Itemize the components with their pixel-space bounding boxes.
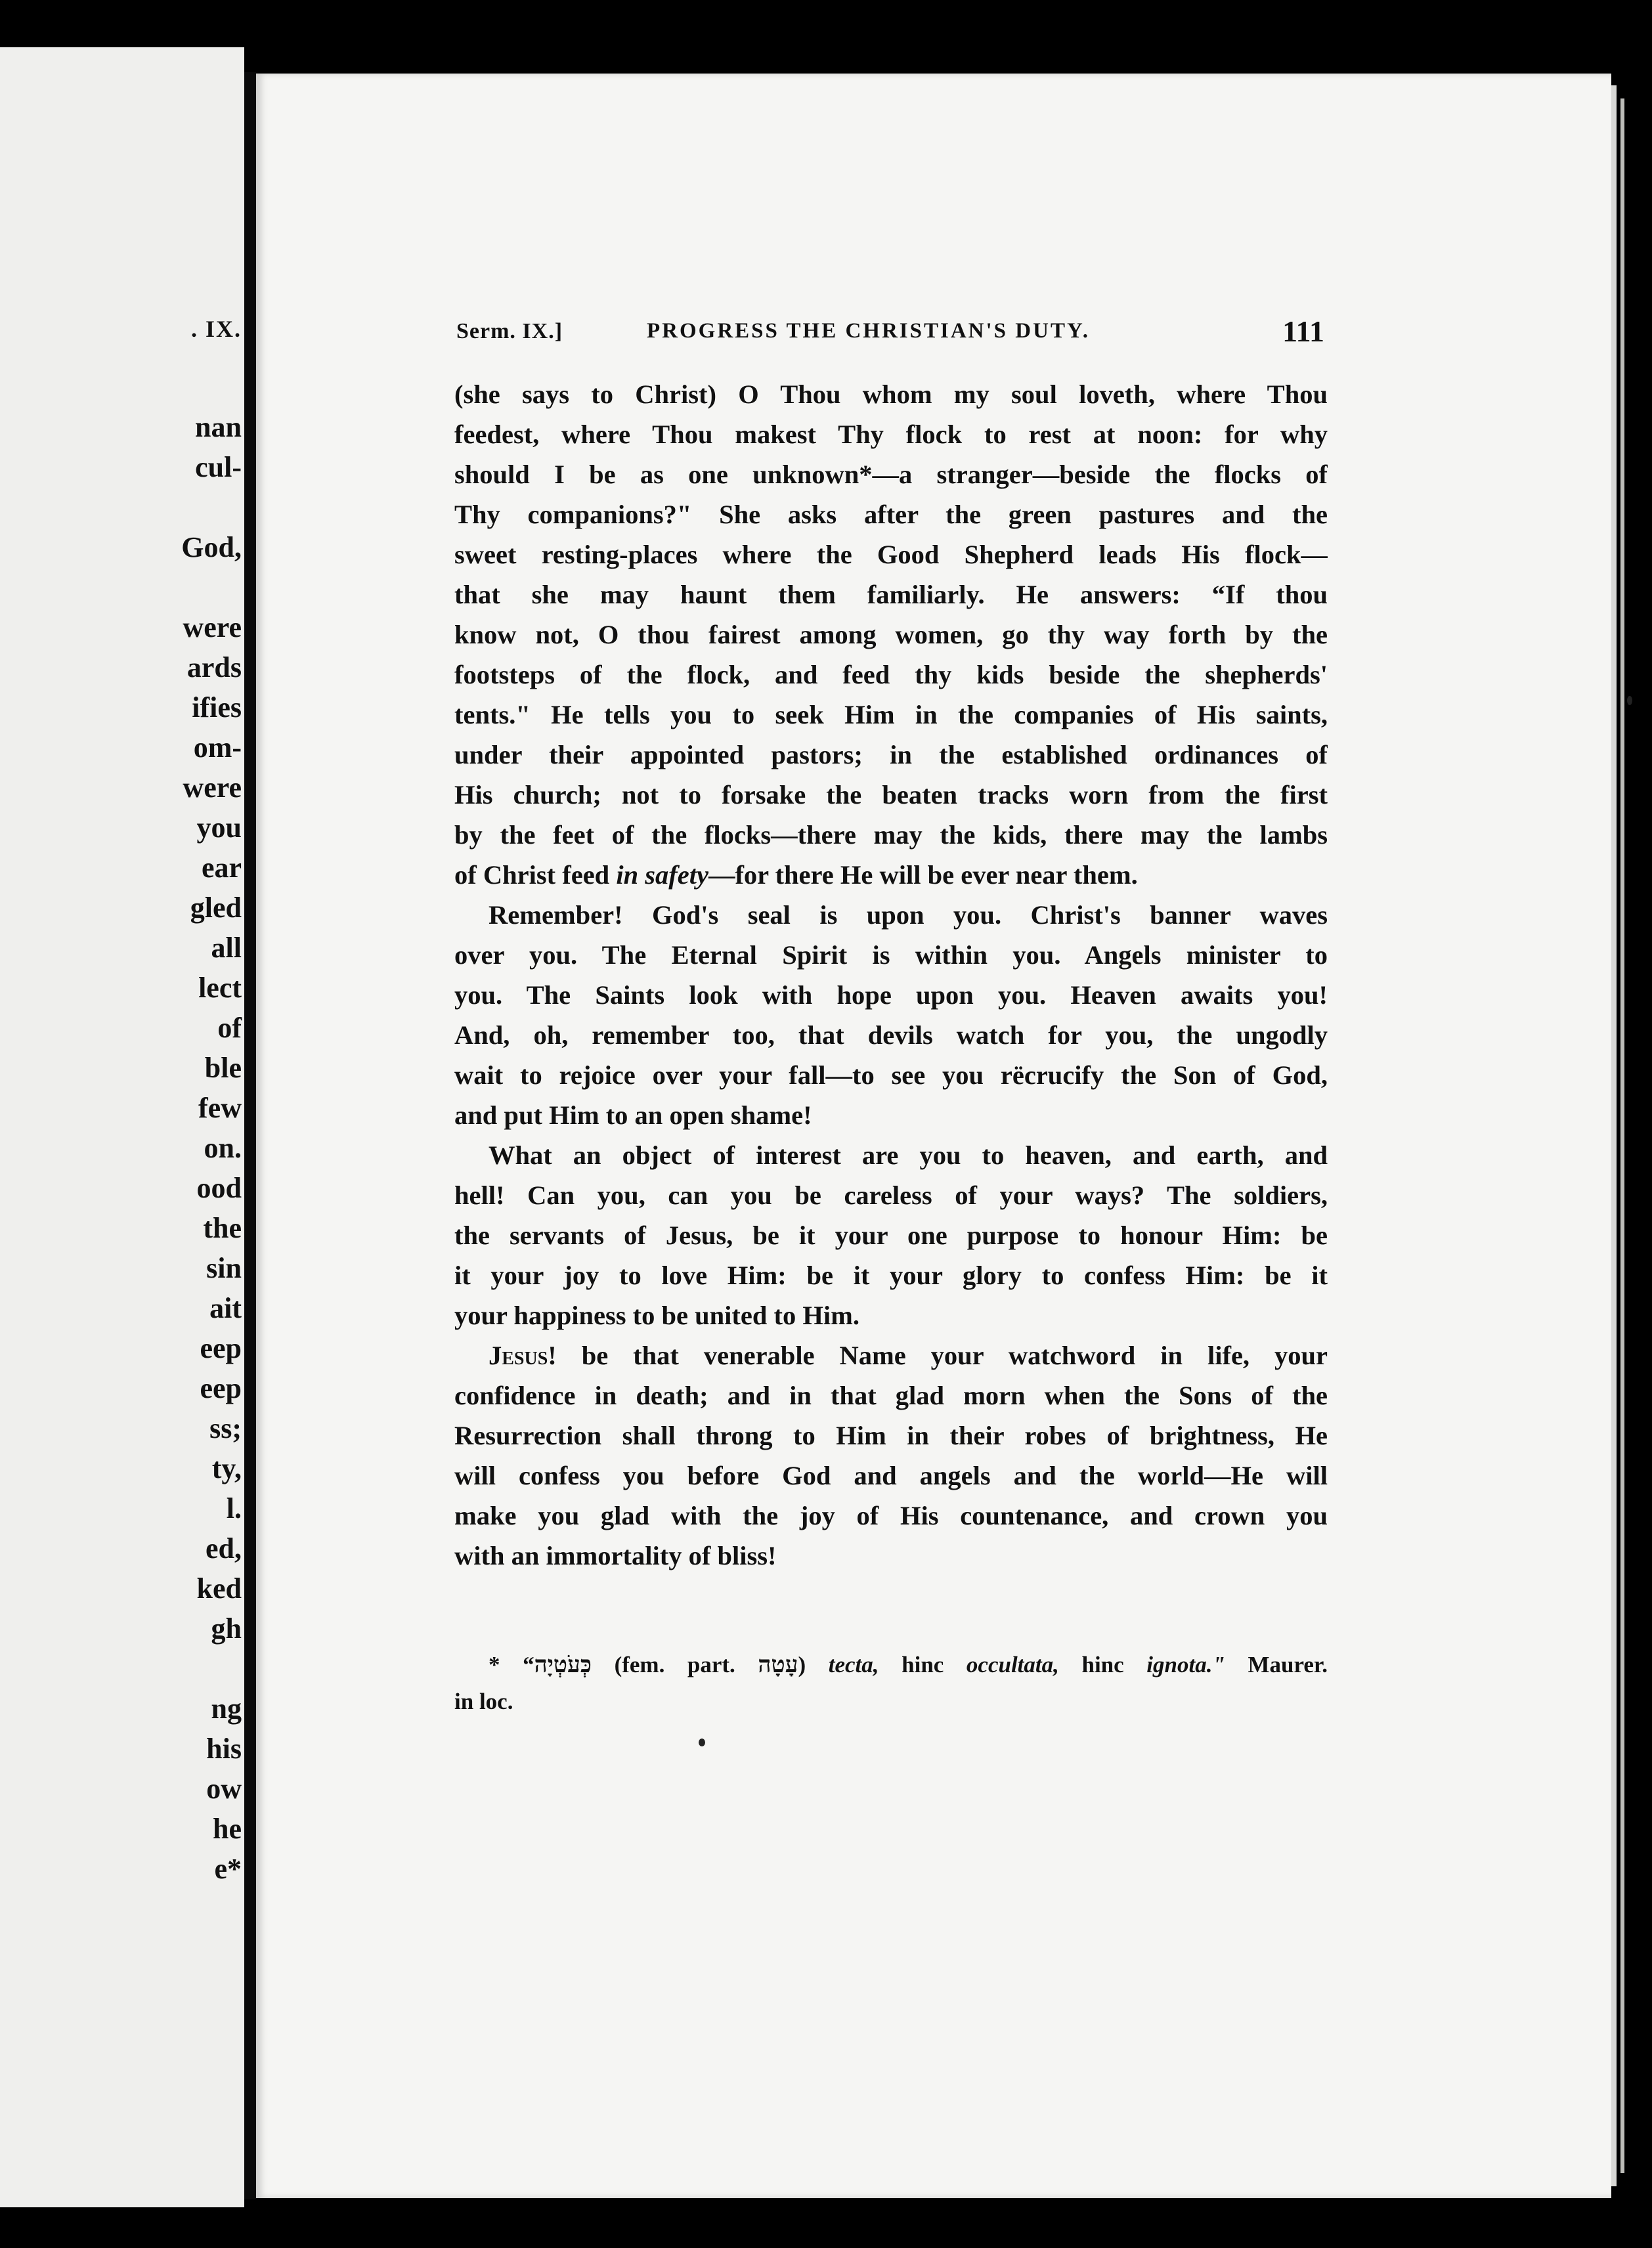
- left-page-line: cul-: [195, 451, 242, 483]
- left-page-line: lect: [198, 972, 242, 1004]
- text-line: that she may haunt them familiarly. He answers: “If thou: [454, 580, 1328, 609]
- text-line: under their appointed pastors; in the established ordinances of: [454, 740, 1328, 769]
- text-line: Resurrection shall throng to Him in their robes of brightness, He: [454, 1421, 1328, 1450]
- paragraph: [454, 1335, 1328, 1576]
- text-line: His church; not to forsake the beaten tracks worn from the first: [454, 780, 1328, 810]
- left-page-text: [181, 407, 242, 1889]
- hebrew-word: כְּעֹטְיָה: [534, 1652, 592, 1677]
- left-page-line: ked: [196, 1572, 242, 1605]
- text-line: And, oh, remember too, that devils watch for you, the ungodly: [454, 1020, 1328, 1050]
- text-line: tents." He tells you to seek Him in the companies of His saints,: [454, 700, 1328, 729]
- left-page-line: ear: [201, 852, 242, 884]
- text-line: with an immortality of bliss!: [454, 1541, 777, 1570]
- left-page-line: ards: [186, 651, 242, 683]
- page-edge: [1611, 85, 1617, 2186]
- text-line: make you glad with the joy of His countenance, and crown you: [454, 1501, 1328, 1530]
- left-page-line: few: [198, 1092, 242, 1124]
- left-page-line: gled: [190, 892, 242, 924]
- text-line: What an object of interest are you to heaven, and earth, and: [489, 1140, 1328, 1170]
- body-text: [454, 374, 1328, 1576]
- paragraph: [454, 1135, 1328, 1335]
- footnote: [454, 1647, 1328, 1720]
- left-page-line: his: [206, 1733, 242, 1765]
- left-page-line: eep: [200, 1372, 242, 1404]
- ink-speck: [1627, 696, 1632, 705]
- text-line: sweet resting-places where the Good Shepherd leads His flock—: [454, 540, 1328, 569]
- left-page-line: ifies: [192, 691, 242, 724]
- text-line: you. The Saints look with hope upon you. Heaven awaits you!: [454, 980, 1328, 1010]
- running-head: [456, 314, 1324, 353]
- left-page-line: he: [213, 1813, 242, 1845]
- paragraph: [454, 374, 1328, 895]
- left-page-line: gh: [211, 1612, 242, 1645]
- text-line: feedest, where Thou makest Thy flock to rest at noon: for why: [454, 420, 1328, 449]
- text-line: confidence in death; and in that glad morn when the Sons of the: [454, 1381, 1328, 1410]
- left-page-line: ble: [204, 1052, 242, 1084]
- text-line: it your joy to love Him: be it your glory to confess Him: be it: [454, 1261, 1328, 1290]
- left-page-line: all: [211, 932, 242, 964]
- text-line: wait to rejoice over your fall—to see you rëcrucify the Son of God,: [454, 1060, 1328, 1090]
- ink-speck: [699, 1739, 705, 1746]
- sermon-number: Serm. IX.]: [456, 319, 563, 343]
- chapter-title: PROGRESS THE CHRISTIAN'S DUTY.: [647, 319, 1091, 343]
- text-line: of Christ feed in safety—for there He will be ever near them.: [454, 860, 1138, 890]
- left-page-line: om-: [193, 731, 242, 764]
- left-page-line: ed,: [206, 1532, 242, 1565]
- text-line: Remember! God's seal is upon you. Christ's banner waves: [489, 900, 1328, 930]
- left-page-line: God,: [181, 531, 242, 563]
- left-page-line: nan: [195, 411, 242, 443]
- left-page-line: ty,: [211, 1452, 242, 1484]
- left-page-line: e*: [214, 1853, 242, 1885]
- book-spine: [244, 72, 256, 2199]
- text-line: should I be as one unknown*—a stranger—beside the flocks of: [454, 460, 1328, 489]
- left-page-line: [181, 567, 242, 607]
- paragraph: [454, 895, 1328, 1135]
- hebrew-word: עָטָה: [758, 1652, 798, 1677]
- left-page-line: you: [196, 811, 242, 844]
- italic-phrase: in safety: [616, 860, 708, 890]
- left-page-line: sin: [206, 1252, 242, 1284]
- left-page-line: were: [183, 611, 242, 643]
- left-page-line: of: [217, 1012, 242, 1044]
- text-line: the servants of Jesus, be it your one purpose to honour Him: be: [454, 1221, 1328, 1250]
- text-line: will confess you before God and angels and the world—He will: [454, 1461, 1328, 1490]
- left-page-line: ood: [196, 1172, 242, 1204]
- page-edge-shadow: [1620, 98, 1624, 2173]
- text-line: Thy companions?" She asks after the green pastures and the: [454, 500, 1328, 529]
- text-line: know not, O thou fairest among women, go thy way forth by the: [454, 620, 1328, 649]
- text-line: hell! Can you, can you be careless of your ways? The soldiers,: [454, 1180, 1328, 1210]
- left-page-line: ng: [211, 1693, 242, 1725]
- left-page-line: the: [203, 1212, 242, 1244]
- text-line: (she says to Christ) O Thou whom my soul loveth, where Thou: [454, 379, 1328, 409]
- left-page-line: l.: [226, 1492, 242, 1524]
- left-page-line: on.: [204, 1132, 242, 1164]
- left-page-line: were: [183, 771, 242, 804]
- left-page-line: ss;: [209, 1412, 242, 1444]
- text-line: your happiness to be united to Him.: [454, 1301, 859, 1330]
- footnote-line: in loc.: [454, 1689, 513, 1714]
- page-number: 111: [1282, 314, 1324, 348]
- small-caps-word: Jesus: [489, 1341, 548, 1370]
- text-line: and put Him to an open shame!: [454, 1100, 812, 1130]
- left-page-line: eep: [200, 1332, 242, 1364]
- left-page-line: ait: [209, 1292, 242, 1324]
- text-line: footsteps of the flock, and feed thy kids beside the shepherds': [454, 660, 1328, 689]
- left-page-line: [181, 1649, 242, 1689]
- footnote-line: * “כְּעֹטְיָה (fem. part. עָטָה) tecta, hinc occultata, hinc ignota." Maurer.: [489, 1652, 1328, 1677]
- text-line: over you. The Eternal Spirit is within you. Angels minister to: [454, 940, 1328, 970]
- text-line: by the feet of the flocks—there may the kids, there may the lambs: [454, 820, 1328, 850]
- text-line: Jesus! be that venerable Name your watchword in life, your: [489, 1341, 1328, 1370]
- left-page-line: [181, 487, 242, 527]
- left-page-line: ow: [206, 1773, 242, 1805]
- left-facing-page: [0, 47, 244, 2207]
- left-running-head: . IX.: [190, 316, 242, 342]
